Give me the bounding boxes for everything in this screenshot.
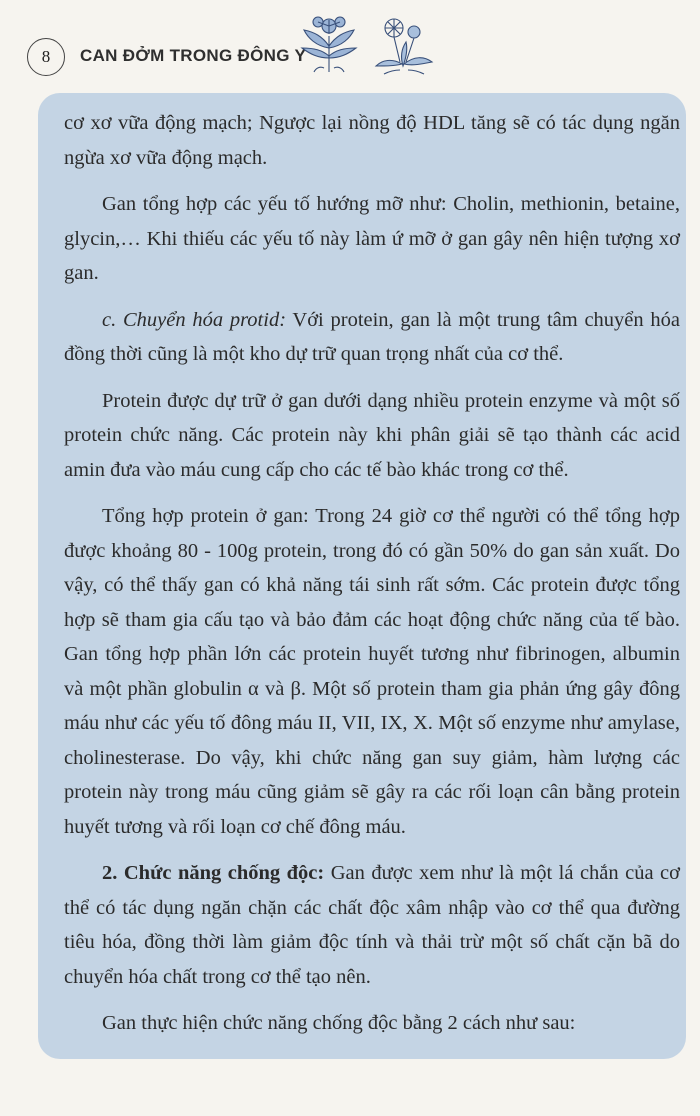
paragraph-2: Gan tổng hợp các yếu tố hướng mỡ như: Cholin, methionin, betaine, glycin,… Khi thiếu các yếu tố này làm ứ mỡ ở gan gây nên hiện tượng xơ gan. xyxy=(64,193,680,284)
paragraph-4: Protein được dự trữ ở gan dưới dạng nhiều protein enzyme và một số protein chức năng. Các protein này khi phân giải sẽ tạo thành các acid amin đưa vào máu cung cấp cho các tế bào khác trong cơ thể. xyxy=(64,389,680,481)
paragraph-5: Tổng hợp protein ở gan: Trong 24 giờ cơ thể người có thể tổng hợp được khoảng 80 - 100g protein, trong đó có gần 50% do gan sản xuất. Do vậy, có thể thấy gan có khả năng tái sinh rất sớm. Các protein được tổng hợp sẽ tham gia cấu tạo và bảo đảm các hoạt động chức năng của tế bào. Gan tổng hợp phần lớn các protein huyết tương như fibrinogen, albumin và một phần globulin α và β. Một số protein tham gia phản ứng gây đông máu như các yếu tố đông máu II, VII, IX, X. Một số enzyme như amylase, cholinesterase. Do vậy, khi chức năng gan suy giảm, hàm lượng các protein này trong máu cũng giảm sẽ gây ra các rối loạn cân bằng protein huyết tương và rối loạn cơ chế đông máu. xyxy=(64,505,680,838)
paragraph-6: 2. Chức năng chống độc: Gan được xem như là một lá chắn của cơ thể có tác dụng ngăn chặn các chất độc xâm nhập vào cơ thể qua đường tiêu hóa, đồng thời làm giảm độc tính và thải trừ một số chất cặn bã do chuyển hóa chất trong cơ thể tạo nên. xyxy=(64,862,680,988)
paragraph-7: Gan thực hiện chức năng chống độc bằng 2 cách như sau: xyxy=(102,1012,576,1034)
body-text xyxy=(64,106,680,1041)
paragraph-1: cơ xơ vữa động mạch; Ngược lại nồng độ HDL tăng sẽ có tác dụng ngăn ngừa xơ vữa động mạch. xyxy=(64,112,680,169)
section-heading-detox: 2. Chức năng chống độc: xyxy=(102,862,325,884)
paragraph-3: c. Chuyển hóa protid: Với protein, gan là một trung tâm chuyển hóa đồng thời cũng là một kho dự trữ quan trọng nhất của cơ thể. xyxy=(64,308,681,365)
page-header xyxy=(0,0,700,90)
section-heading-protid: c. Chuyển hóa protid: xyxy=(102,308,287,331)
page-number: 8 xyxy=(27,38,65,76)
book-title: CAN ĐỞM TRONG ĐÔNG Y xyxy=(80,46,307,65)
herb-illustration-icon xyxy=(296,12,362,74)
dandelion-illustration-icon xyxy=(372,12,436,76)
